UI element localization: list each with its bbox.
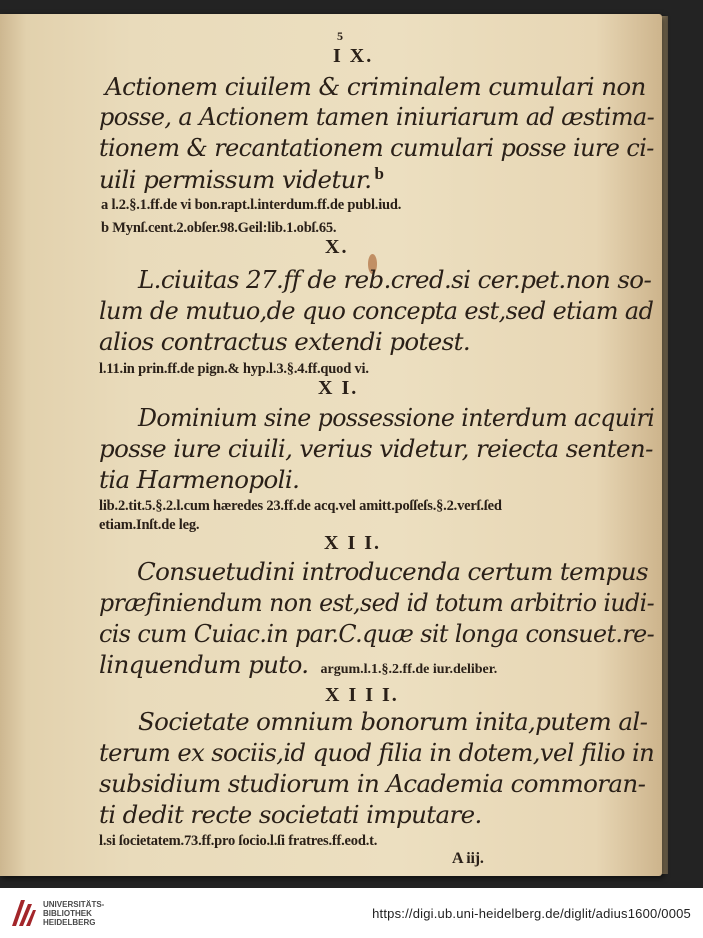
section-numeral-11: X I. xyxy=(318,377,359,399)
thesis-10-line-1: L.ciuitas 27.ff de reb.cred.si cer.pet.non so- xyxy=(138,265,652,294)
thesis-12-line-4-text: linquendum puto. xyxy=(99,650,309,679)
thesis-12-inline-note: argum.l.1.§.2.ff.de iur.deliber. xyxy=(320,662,498,677)
thesis-9-line-1: Actionem ciuilem & criminalem cumulari non xyxy=(105,72,646,101)
library-logo[interactable] xyxy=(9,897,104,929)
library-name-line-1: UNIVERSITÄTS- xyxy=(43,899,105,909)
thesis-11-note-1: lib.2.tit.5.§.2.l.cum hæredes 23.ff.de acq.vel amitt.poſſeſs.§.2.verſ.ſed xyxy=(99,498,502,514)
thesis-12-line-4 xyxy=(99,650,497,679)
thesis-9-line-4 xyxy=(99,164,383,194)
permalink-url[interactable]: https://digi.ub.uni-heidelberg.de/diglit/adius1600/0005 xyxy=(372,905,691,921)
thesis-9-note-b: b Mynſ.cent.2.obſer.98.Geil:lib.1.obſ.65. xyxy=(101,220,337,236)
section-numeral-9: I X. xyxy=(333,45,374,67)
thesis-12-line-3: cis cum Cuiac.in par.C.quæ sit longa consuet.re- xyxy=(99,619,655,648)
section-numeral-13: X I I I. xyxy=(325,684,399,706)
signature-mark: A iij. xyxy=(452,850,484,867)
thesis-12-line-1: Consuetudini introducenda certum tempus xyxy=(137,557,648,586)
library-name xyxy=(43,900,104,927)
thesis-10-line-2: lum de mutuo,de quo concepta est,sed etiam ad xyxy=(99,296,654,325)
thesis-11-note-2: etiam.Inſt.de leg. xyxy=(99,517,200,533)
thesis-9-line-2: posse, a Actionem tamen iniuriarum ad æstima- xyxy=(99,102,655,131)
thesis-9-line-3: tionem & recantationem cumulari posse iure ci- xyxy=(99,133,654,162)
section-numeral-10: X. xyxy=(325,236,349,258)
thesis-13-line-3: subsidium studiorum in Academia commoran- xyxy=(99,769,646,798)
thesis-13-line-2: terum ex sociis,id quod filia in dotem,vel filio in xyxy=(99,738,655,767)
thesis-9-line-4-text: uili permissum videtur. xyxy=(99,165,372,195)
thesis-11-line-3: tia Harmenopoli. xyxy=(99,465,300,494)
book-page xyxy=(0,14,662,876)
page-number: 5 xyxy=(337,29,343,43)
page-text xyxy=(0,14,662,876)
thesis-13-line-4: ti dedit recte societati imputare. xyxy=(99,800,482,829)
heidelberg-logo-icon xyxy=(9,897,37,929)
footnote-marker-b: b xyxy=(374,164,384,183)
thesis-10-note: l.11.in prin.ff.de pign.& hyp.l.3.§.4.ff.quod vi. xyxy=(99,361,369,377)
page-edge xyxy=(662,16,668,874)
library-name-line-3: HEIDELBERG xyxy=(43,917,96,927)
thesis-10-line-3: alios contractus extendi potest. xyxy=(99,327,471,356)
thesis-12-line-2: præfiniendum non est,sed id totum arbitrio iudi- xyxy=(99,588,655,617)
section-numeral-12: X I I. xyxy=(324,532,382,554)
thesis-11-line-2: posse iure ciuili, verius videtur, reiecta senten- xyxy=(99,434,653,463)
thesis-13-line-1: Societate omnium bonorum inita,putem al- xyxy=(138,707,648,736)
thesis-9-note-a: a l.2.§.1.ff.de vi bon.rapt.l.interdum.ff.de publ.iud. xyxy=(101,197,402,213)
viewer-footer xyxy=(0,888,703,938)
thesis-13-note: l.si ſocietatem.73.ff.pro ſocio.l.ſi fratres.ff.eod.t. xyxy=(99,833,378,849)
thesis-11-line-1: Dominium sine possessione interdum acquiri xyxy=(138,403,655,432)
library-name-line-2: BIBLIOTHEK xyxy=(43,908,92,918)
